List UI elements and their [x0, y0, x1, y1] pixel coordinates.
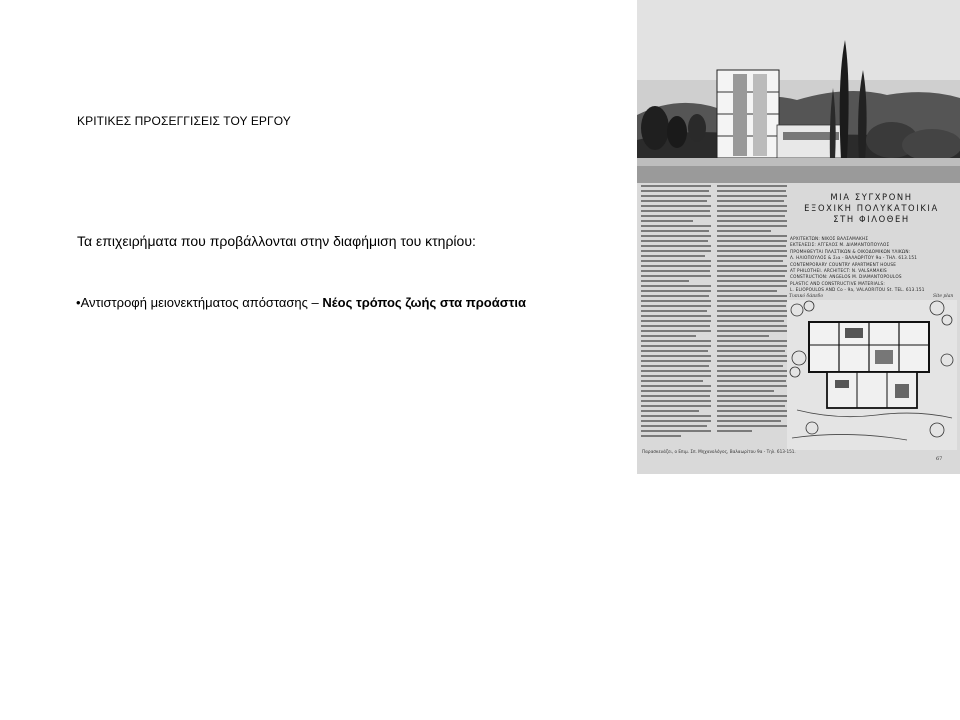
article-text-columns: [641, 185, 788, 447]
bullet-dash: –: [311, 295, 323, 310]
credit-line: ΑΡΧΙΤΕΚΤΩΝ: ΝΙΚΟΣ ΒΑΛΣΑΜΑΚΗΣ: [790, 236, 869, 241]
bullet-text: Αντιστροφή μειονεκτήματος απόστασης: [80, 295, 312, 310]
credit-line: AT PHILOTHEI. ARCHITECT: N. VALSAMAKIS: [790, 268, 887, 274]
slide-subheading: Τα επιχειρήματα που προβάλλονται στην διαφήμιση του κτηρίου:: [77, 233, 476, 249]
bullet-marker: •: [76, 295, 81, 310]
scan-page-number: 67: [936, 456, 943, 462]
floor-plan-drawing: [787, 300, 957, 450]
scan-title-line: ΣΤΗ ΦΙΛΟΘΕΗ: [833, 214, 910, 224]
credit-line: ΕΚΤΕΛΕΣΙΣ: ΑΓΓΕΛΟΣ Μ. ΔΙΑΜΑΝΤΟΠΟΥΛΟΣ: [790, 242, 890, 248]
plan-label-right: Site plan: [933, 294, 954, 299]
scan-title-line: ΜΙΑ ΣΥΓΧΡΟΝΗ: [830, 192, 913, 202]
credit-line: L. ELIOPOULOS AND Co - 9a, VALAORITOU St. TEL. 613.151: [790, 287, 925, 293]
credit-line: PLASTIC AND CONSTRUCTIVE MATERIALS:: [790, 280, 885, 286]
scan-credits: [790, 236, 956, 293]
credit-line: CONSTRUCTION: ANGELOS M. DIAMANTOPOULOS: [790, 274, 902, 280]
building-photo: [637, 0, 960, 183]
bullet-item: [76, 295, 526, 310]
credit-line: CONTEMPORARY COUNTRY APARTMENT HOUSE: [790, 261, 897, 267]
scan-footer-note: Παρασκευάζει, ο Επιμ. Σπ. Μηχανολόγος, Βαλαωρίτου 9α - Τηλ. 613-151.: [642, 449, 796, 454]
scan-article-title: [789, 192, 954, 225]
plan-label-left: Τυπικό δάπεδο: [789, 294, 824, 299]
magazine-scan: [637, 0, 960, 474]
slide-heading: ΚΡΙΤΙΚΕΣ ΠΡΟΣΕΓΓΙΣΕΙΣ ΤΟΥ ΕΡΓΟΥ: [77, 114, 291, 128]
credit-line: Λ. ΗΛΙΟΠΟΥΛΟΣ & Σια - ΒΑΛΑΩΡΙΤΟΥ 9α - ΤΗΛ. 613.151: [790, 254, 918, 260]
scan-title-line: ΕΞΟΧΙΚΗ ΠΟΛΥΚΑΤΟΙΚΙΑ: [804, 203, 939, 213]
bullet-bold-text: Νέος τρόπος ζωής στα προάστια: [322, 295, 526, 310]
credit-line: ΠΡΟΜΗΘΕΥΤΑΙ ΠΛΑΣΤΙΚΩΝ & ΟΙΚΟΔΟΜΙΚΩΝ ΥΛΙΚΩΝ:: [790, 248, 911, 254]
